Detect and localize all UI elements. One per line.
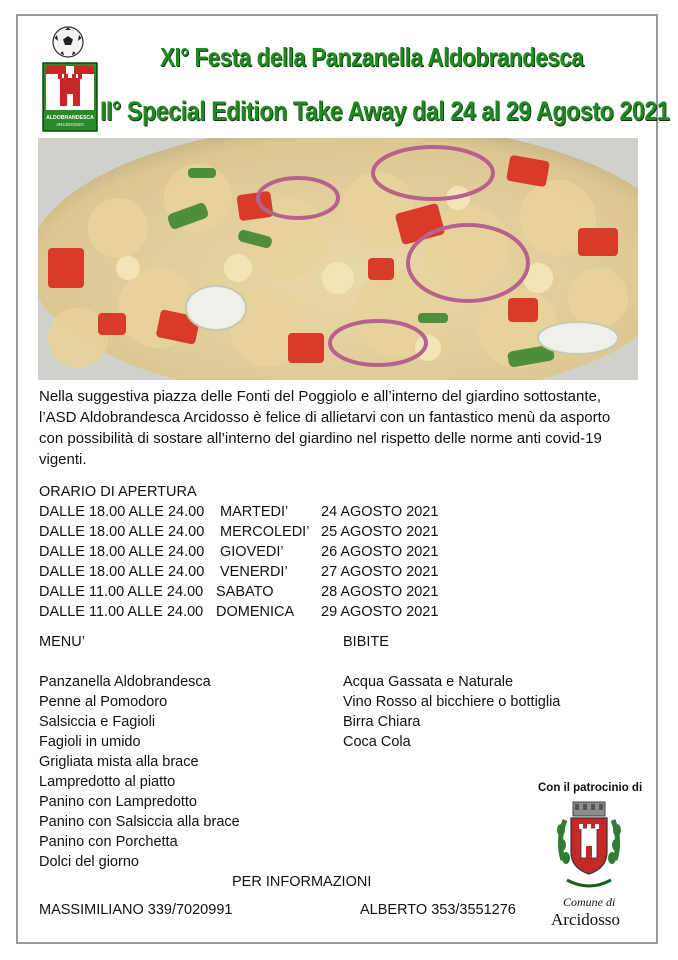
club-logo [42,62,98,132]
menu-item: Dolci del giorno [39,854,139,870]
menu-item: Salsiccia e Fagioli [39,714,156,730]
hours-row [39,544,479,564]
panzanella-photo [38,138,638,380]
patronage-label: Con il patrocinio di [538,782,643,794]
menu-item: Panzanella Aldobrandesca [39,674,211,690]
drink-item: Acqua Gassata e Naturale [343,674,514,690]
opening-hours-title: ORARIO DI APERTURA [39,484,197,500]
contact-alberto: ALBERTO 353/3551276 [360,902,516,918]
hours-day: VENERDI’ [220,564,288,580]
menu-title: MENU’ [39,634,85,650]
drinks-title: BIBITE [343,634,389,650]
intro-line: l’ASD Aldobrandesca Arcidosso è felice di allietarvi con un fantastico menù da asporto [39,409,611,426]
menu-item: Panino con Lampredotto [39,794,197,810]
drink-item: Birra Chiara [343,714,421,730]
menu-item: Penne al Pomodoro [39,694,168,710]
festival-title: XI° Festa della Panzanella Aldobrandesca [160,42,584,72]
hours-row [39,584,479,604]
hours-row [39,604,479,624]
soccer-ball-icon [52,26,84,58]
intro-line: vigenti. [39,451,87,468]
edition-subtitle: II° Special Edition Take Away dal 24 al 29 Agosto 2021 [100,96,670,126]
drink-item: Coca Cola [343,734,411,750]
comune-di-label: Comune di [563,895,616,909]
drink-item: Vino Rosso al bicchiere o bottiglia [343,694,561,710]
hours-day: SABATO [216,584,274,600]
menu-item: Panino con Salsiccia alla brace [39,814,240,830]
comune-crest-logo [553,800,625,892]
menu-item: Grigliata mista alla brace [39,754,199,770]
svg-text:ARCIDOSSO: ARCIDOSSO [56,122,84,127]
intro-paragraph [39,386,639,470]
contact-massimiliano: MASSIMILIANO 339/7020991 [39,902,233,918]
hours-date: 24 AGOSTO 2021 [321,504,439,520]
hours-date: 25 AGOSTO 2021 [321,524,439,540]
intro-line: Nella suggestiva piazza delle Fonti del Poggiolo e all’interno del giardino sottostante, [39,388,602,405]
hours-row [39,564,479,584]
info-title: PER INFORMAZIONI [232,874,372,890]
hours-time: DALLE 11.00 ALLE 24.00 [39,604,204,620]
intro-line: con possibilità di sostare all’interno del giardino nel rispetto delle norme anti covid-19 [39,430,602,447]
hours-date: 28 AGOSTO 2021 [321,584,439,600]
hours-date: 27 AGOSTO 2021 [321,564,439,580]
hours-row [39,504,479,524]
hours-time: DALLE 18.00 ALLE 24.00 [39,504,205,520]
menu-item: Lampredotto al piatto [39,774,176,790]
hours-day: GIOVEDI’ [220,544,284,560]
hours-time: DALLE 18.00 ALLE 24.00 [39,564,205,580]
menu-item: Fagioli in umido [39,734,141,750]
hours-time: DALLE 11.00 ALLE 24.00 [39,584,204,600]
menu-item: Panino con Porchetta [39,834,178,850]
comune-name: Arcidosso [551,910,620,929]
hours-date: 26 AGOSTO 2021 [321,544,439,560]
svg-text:ALDOBRANDESCA: ALDOBRANDESCA [46,115,94,121]
hours-date: 29 AGOSTO 2021 [321,604,439,620]
hours-row [39,524,479,544]
hours-day: DOMENICA [216,604,295,620]
hours-time: DALLE 18.00 ALLE 24.00 [39,524,205,540]
hours-day: MERCOLEDI’ [220,524,310,540]
hours-day: MARTEDI’ [220,504,289,520]
hours-time: DALLE 18.00 ALLE 24.00 [39,544,205,560]
